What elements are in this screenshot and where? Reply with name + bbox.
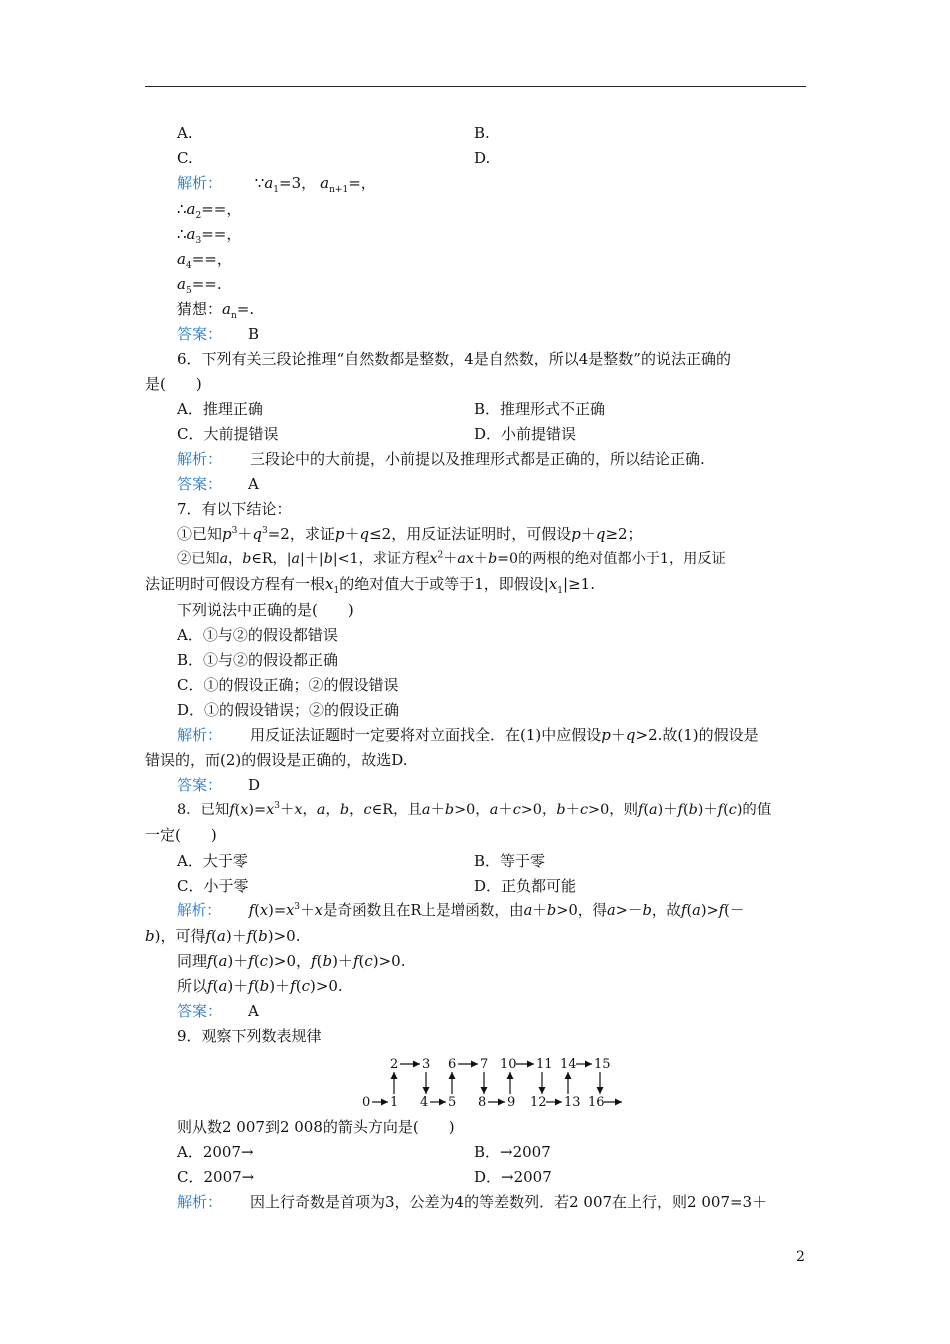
q5-guess: 猜想：$a_n=$. bbox=[177, 300, 255, 321]
q5-analysis-line1: 解析： $\because a_1=3$， $a_{n+1}=$， bbox=[177, 174, 376, 195]
q8-option-a: A．大于零 bbox=[177, 852, 248, 870]
q9-option-b: B．→2007 bbox=[474, 1143, 551, 1161]
answer-label: 答案： bbox=[177, 1002, 223, 1020]
diagram-top-num: 2 bbox=[390, 1057, 399, 1072]
q6-option-c: C．大前提错误 bbox=[177, 425, 279, 443]
analysis-label: 解析： bbox=[177, 1193, 223, 1211]
q8-analysis-line2: b)，可得f(a)＋f(b)>0. bbox=[145, 927, 301, 945]
analysis-label: 解析： bbox=[177, 450, 223, 468]
diagram-bottom-num: 8 bbox=[478, 1095, 487, 1110]
diagram-bottom-num: 4 bbox=[420, 1095, 429, 1110]
q9-option-c: C．2007→ bbox=[177, 1168, 255, 1186]
q7-option-d: D．①的假设错误；②的假设正确 bbox=[177, 701, 400, 719]
q7-answer: 答案： D bbox=[177, 776, 261, 794]
diagram-top-num: 10 bbox=[500, 1057, 517, 1072]
q9-stem: 9．观察下列数表规律 bbox=[177, 1027, 322, 1045]
q7-option-b: B．①与②的假设都正确 bbox=[177, 651, 339, 669]
q6-stem-cont: 是( ) bbox=[145, 375, 202, 393]
q7-analysis-cont: 错误的，而(2)的假设是正确的，故选D. bbox=[145, 751, 408, 769]
q8-analysis-line4: 所以f(a)＋f(b)＋f(c)>0. bbox=[177, 977, 343, 995]
q5-option-a: A. bbox=[177, 124, 193, 142]
q8-analysis-line3: 同理f(a)＋f(c)>0，f(b)＋f(c)>0. bbox=[177, 952, 406, 970]
diagram-top-num: 14 bbox=[560, 1057, 577, 1072]
q6-option-a: A．推理正确 bbox=[177, 400, 263, 418]
q8-option-b: B．等于零 bbox=[474, 852, 546, 870]
q7-stem: 7．有以下结论： bbox=[177, 500, 292, 518]
q7-prompt: 下列说法中正确的是( ) bbox=[177, 601, 354, 619]
q5-analysis-line5: $a_5==$. bbox=[177, 275, 222, 296]
diagram-bottom-num: 16 bbox=[588, 1095, 605, 1110]
q5-analysis-line2: $\therefore a_2==$， bbox=[177, 200, 242, 221]
answer-label: 答案： bbox=[177, 325, 223, 343]
q8-option-c: C．小于零 bbox=[177, 877, 249, 895]
q9-analysis: 解析： 因上行奇数是首项为3，公差为4的等差数列．若2 007在上行，则2 007=3＋ bbox=[177, 1193, 768, 1211]
answer-label: 答案： bbox=[177, 475, 223, 493]
q5-option-b: B. bbox=[474, 124, 490, 142]
analysis-label: 解析： bbox=[177, 174, 223, 192]
q7-conclusion-2: ②已知a，b∈R，|a|＋|b|<1，求证方程$x^2+ax+b=0$的两根的绝对值都小于1，用反证 bbox=[177, 550, 726, 567]
number-arrow-diagram bbox=[360, 1052, 630, 1112]
q6-analysis: 解析： 三段论中的大前提，小前提以及推理形式都是正确的，所以结论正确. bbox=[177, 450, 705, 468]
page-number: 2 bbox=[796, 1249, 805, 1265]
q7-option-c: C．①的假设正确；②的假设错误 bbox=[177, 676, 399, 694]
q9-option-d: D．→2007 bbox=[474, 1168, 552, 1186]
diagram-bottom-num: 5 bbox=[448, 1095, 457, 1110]
q5-option-c: C. bbox=[177, 149, 193, 167]
diagram-top-num: 6 bbox=[448, 1057, 457, 1072]
q7-conclusion-2-cont: 法证明时可假设方程有一根$x_1$的绝对值大于或等于1，即假设$|x_1|\ge 1$. bbox=[145, 575, 595, 596]
diagram-bottom-num: 13 bbox=[564, 1095, 581, 1110]
q7-conclusion-1: ①已知$p^3+q^3=2$，求证p＋q≤2，用反证法证明时，可假设p＋q≥2； bbox=[177, 525, 643, 543]
diagram-top-num: 15 bbox=[594, 1057, 611, 1072]
q8-option-d: D．正负都可能 bbox=[474, 877, 577, 895]
diagram-bottom-num: 12 bbox=[530, 1095, 547, 1110]
diagram-top-num: 3 bbox=[422, 1057, 431, 1072]
diagram-top-num: 11 bbox=[536, 1057, 553, 1072]
q6-answer: 答案： A bbox=[177, 475, 259, 493]
q6-option-d: D．小前提错误 bbox=[474, 425, 577, 443]
q8-stem: 8．已知$f(x)=x^3+x$，a，b，c∈R，且a＋b>0，a＋c>0，b＋c>0，则f(a)＋f(b)＋f(c)的值 bbox=[177, 801, 772, 818]
q8-analysis-line1: 解析： $f(x)=x^3+x$是奇函数且在R上是增函数，由a＋b>0，得a>－b，故f(a)>f(－ bbox=[177, 902, 745, 919]
q9-prompt: 则从数2 007到2 008的箭头方向是( ) bbox=[177, 1118, 455, 1136]
analysis-label: 解析： bbox=[177, 902, 221, 919]
q5-analysis-line3: $\therefore a_3==$， bbox=[177, 225, 242, 246]
diagram-bottom-num: 9 bbox=[507, 1095, 516, 1110]
q7-option-a: A．①与②的假设都错误 bbox=[177, 626, 338, 644]
q8-stem-cont: 一定( ) bbox=[145, 826, 217, 844]
q6-stem: 6．下列有关三段论推理“自然数都是整数，4是自然数，所以4是整数”的说法正确的 bbox=[177, 350, 731, 368]
diagram-bottom-num: 0 bbox=[362, 1095, 371, 1110]
q6-option-b: B．推理形式不正确 bbox=[474, 400, 606, 418]
q9-option-a: A．2007→ bbox=[177, 1143, 254, 1161]
answer-label: 答案： bbox=[177, 776, 223, 794]
diagram-bottom-num: 1 bbox=[390, 1095, 399, 1110]
analysis-label: 解析： bbox=[177, 726, 223, 744]
q5-analysis-line4: $a_4==$， bbox=[177, 250, 232, 271]
q5-answer: 答案： B bbox=[177, 325, 260, 343]
q7-analysis: 解析： 用反证法证题时一定要将对立面找全．在(1)中应假设p＋q>2.故(1)的假设是 bbox=[177, 726, 759, 744]
q8-answer: 答案： A bbox=[177, 1002, 259, 1020]
diagram-top-num: 7 bbox=[480, 1057, 489, 1072]
header-rule bbox=[145, 86, 806, 87]
q5-option-d: D. bbox=[474, 149, 491, 167]
